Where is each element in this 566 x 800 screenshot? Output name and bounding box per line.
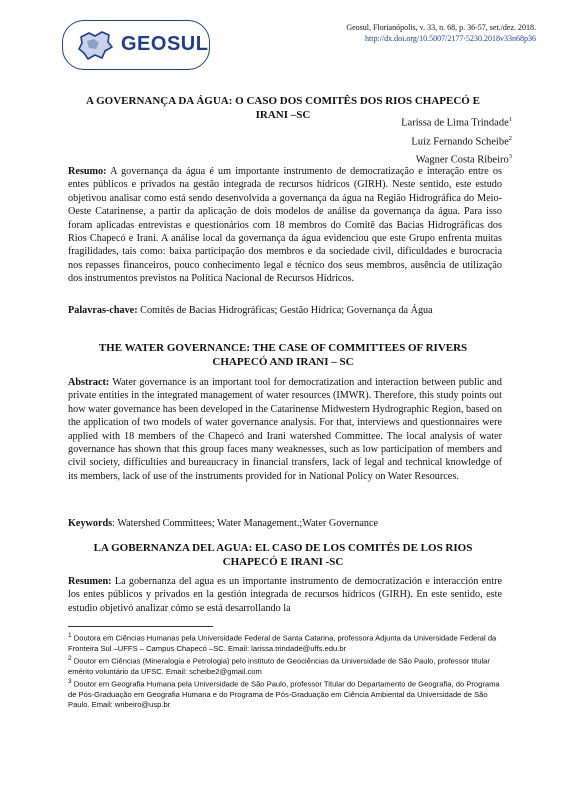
state-map-icon (75, 27, 115, 63)
palavras-chave-label: Palavras-chave: (68, 305, 138, 316)
title-line: THE WATER GOVERNANCE: THE CASE OF COMMITTEES OF RIVERS (98, 342, 468, 354)
abstract-text: Water governance is an important tool for democratization and interaction between public and private entities in the integrated management of water resources (IMWR). Therefore, this study points out how water governance has been developed in the Catarinense Midwestern Hydrographic Region, based on the application of two models of water governance analysis. For that, interviews and questionnaires were applied with 18 members of the Chapecó and Irani watershed Committee. The local analysis of water governance has shown that this group faces many weaknesses, such as low participation of members and civil society, difficulties and bureaucracy in financial transfers, lack of legal and technical knowledge of its members, lack of use of the instruments provided for in National Policy on Water Resources. (68, 377, 502, 482)
keywords-label: Keywords (68, 518, 113, 529)
footnote: $^3$ Doutor em Geografia Humana pela Universidade de São Paulo, professor Titular do Departamento de Geografia, do Programa de Pós-Graduação em Geografia Humana e do Programa de Pós-Graduação em Ciência Ambiental da Universidade de São Paulo. Email: wribeiro@usp.br (68, 678, 500, 709)
resumo-label: Resumo: (68, 166, 107, 177)
title-line: IRANI –SC (255, 109, 311, 121)
citation-line: Geosul, Florianópolis, v. 33, n. 68, p. 36-57, set./dez. 2018. (346, 23, 536, 32)
resumen-label: Resumen: (68, 576, 112, 587)
author: Wagner Costa Ribeiro$^3$ (415, 153, 512, 166)
logo-wordmark: GEOSUL (121, 33, 209, 55)
title-line: CHAPECÓ AND IRANI – SC (212, 356, 354, 368)
title-line: CHAPECÓ E IRANI -SC (222, 556, 344, 568)
resumen-paragraph (68, 575, 502, 615)
resumo-text: A governança da água é um importante instrumento de democratização e interação entre os entes públicos e privados na gestão integrada de recursos hídricos (GIRH). Neste sentido, este estudo objetivou analisar como está sendo desenvolvida a governança da água na Região Hidrográfica do Meio-Oeste Catarinense, a partir da aplicação de dois modelos de análise da governança da água. Para isso foram aplicadas entrevistas e questionários com 18 membros do Comitê das Bacias Hidrográficas dos Rios Chapecó e Irani. A análise local da governança da água evidenciou que este Grupo enfrenta muitas fragilidades, tais como: baixa participação dos membros e da sociedade civil, dificuldades e burocracia nos repasses financeiros, pouco conhecimento legal e técnico dos seus membros, ausência de utilização dos instrumentos previstos na Política Nacional de Recursos Hídricos. (68, 166, 502, 285)
footnote-ref[interactable]: 1 (508, 116, 512, 123)
journal-citation (286, 22, 536, 44)
footnote-ref[interactable]: 3 (508, 153, 512, 160)
doi-link[interactable]: http://dx.doi.org/10.5007/2177-5230.2018v33n68p36 (365, 34, 536, 43)
author-list (401, 112, 512, 168)
footnote-ref[interactable]: 2 (508, 134, 512, 142)
footnote-separator (68, 626, 213, 627)
title-line: LA GOBERNANZA DEL AGUA: EL CASO DE LOS COMITÉS DE LOS RIOS (93, 542, 473, 554)
footnote: $^2$ Doutor em Ciências (Mineralogia e Petrologia) pelo instituto de Geociências da Universidade de São Paulo, professor titular emérito voluntário da UFSC. Email: scheibe2@gmail.com (68, 655, 490, 676)
title-line: A GOVERNANÇA DA ÁGUA: O CASO DOS COMITÊS DOS RIOS CHAPECÓ E (86, 95, 480, 107)
abstract-paragraph (68, 376, 502, 483)
title-english (60, 341, 506, 369)
author: Luiz Fernando Scheibe$^2$ (411, 134, 512, 147)
title-spanish (60, 541, 506, 569)
abstract-label: Abstract: (68, 377, 110, 388)
keywords: Keywords: Watershed Committees; Water Management.;Water Governance (68, 518, 379, 529)
palavras-chave: Palavras-chave: Comitês de Bacias Hidrográficas; Gestão Hídrica; Governança da Água (68, 305, 433, 316)
resumen-text: La gobernanza del agua es un importante instrumento de democratización e interacción entre los entes públicos y privados en la gestión integrada de recursos hídricos (GIRH). En este sentido, este estudio objetivó analizar cómo se está desarrollando la (68, 576, 502, 614)
geosul-logo (62, 20, 210, 70)
resumo-paragraph (68, 165, 502, 286)
author: Larissa de Lima Trindade$^1$ (401, 116, 512, 129)
footnote: $^1$ Doutora em Ciências Humanas pela Universidade Federal de Santa Catarina, professora Adjunta da Universidade Federal da Fronteira Sul –UFFS – Campus Chapecó –SC. Email: larissa.trindade@uffs.edu.br (68, 632, 497, 653)
